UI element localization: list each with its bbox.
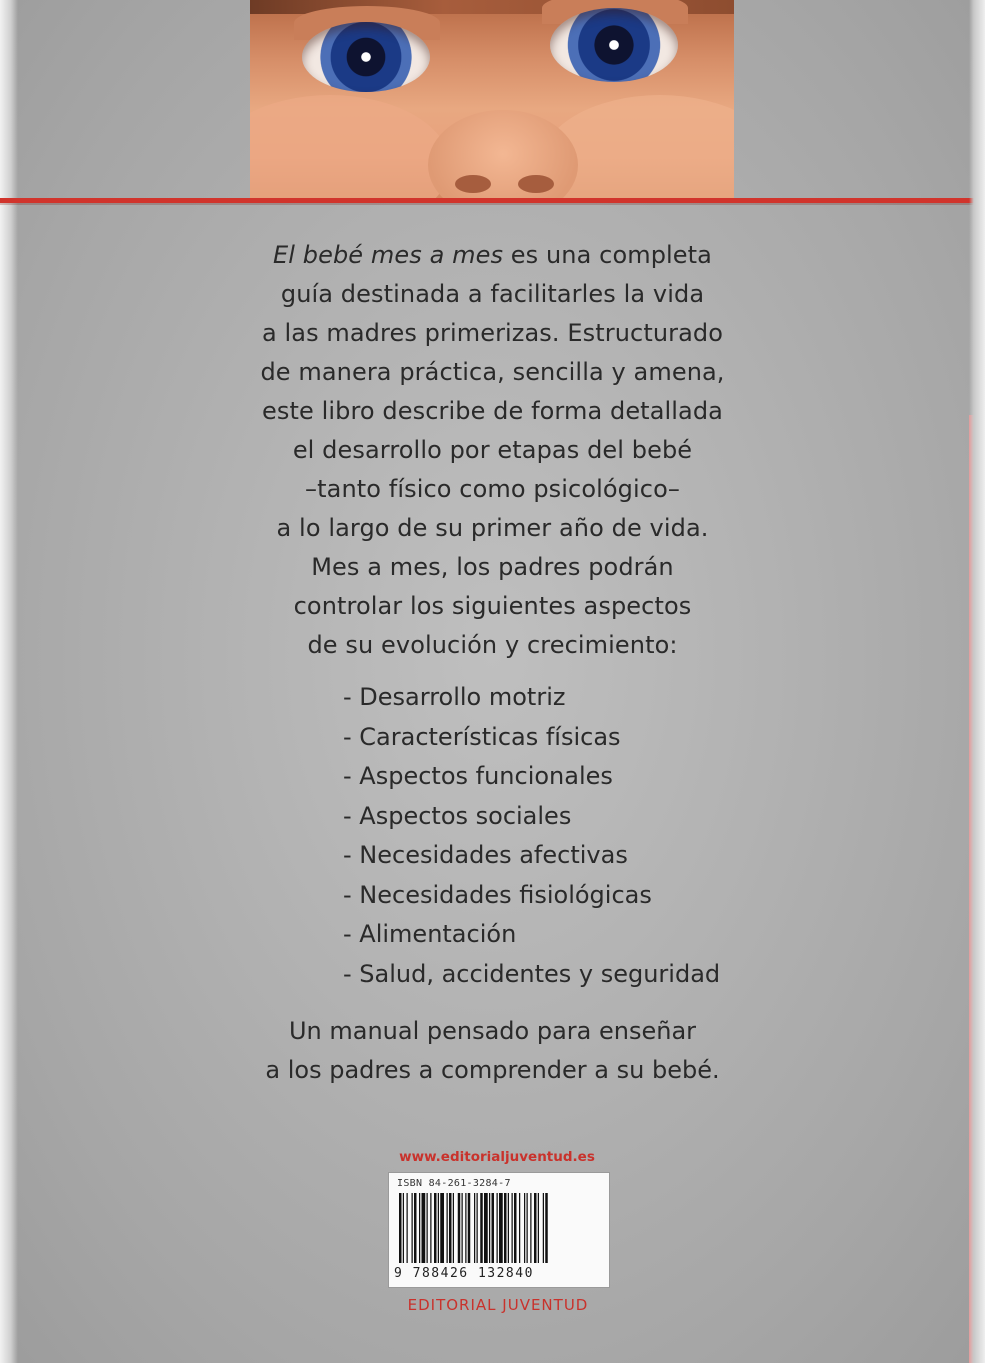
closing-text [200,1012,785,1090]
list-item: - Aspectos sociales [343,801,572,830]
publisher-name: EDITORIAL JUVENTUD [407,1296,589,1314]
description-line: a las madres primerizas. Estructurado [261,319,724,347]
list-item: - Salud, accidentes y seguridad [343,959,721,988]
description-line: el desarrollo por etapas del bebé [292,436,693,464]
list-item: - Desarrollo motriz [343,683,566,711]
list-item: - Aspectos funcionales [343,762,613,790]
list-item: - Alimentación [343,920,517,948]
description-line: El bebé mes a mes es una completa [273,241,712,269]
description-line: –tanto físico como psicológico– [305,475,680,503]
description-text [200,236,785,665]
aspects-list [343,678,720,994]
list-item: - Necesidades afectivas [343,841,628,869]
closing-line: Un manual pensado para enseñar [288,1017,697,1045]
list-item: - Características físicas [343,722,621,751]
ean-number: 9 788426 132840 [394,1266,534,1281]
book-title: El bebé mes a mes [273,241,504,269]
description-line: guía destinada a facilitarles la vida [280,280,705,308]
baby-eye-right [550,8,678,82]
baby-photo [250,0,734,198]
isbn-number: ISBN 84-261-3284-7 [397,1178,511,1189]
baby-nose [428,110,578,198]
description-line: de su evolución y crecimiento: [307,631,678,659]
closing-line: a los padres a comprender a su bebé. [265,1056,720,1084]
red-divider [0,198,985,203]
spine-accent-strip [969,415,983,1363]
description-line: a lo largo de su primer año de vida. [276,514,709,542]
description-line: este libro describe de forma detallada [262,397,723,425]
description-line: controlar los siguientes aspectos [293,592,692,620]
baby-eye-left [302,22,430,92]
publisher-website[interactable]: www.editorialjuventud.es [399,1149,595,1165]
barcode-bars [399,1193,599,1263]
list-item: - Necesidades fisiológicas [343,880,652,909]
barcode [388,1172,610,1288]
description-line: de manera práctica, sencilla y amena, [260,358,725,386]
description-line: Mes a mes, los padres podrán [311,553,674,581]
